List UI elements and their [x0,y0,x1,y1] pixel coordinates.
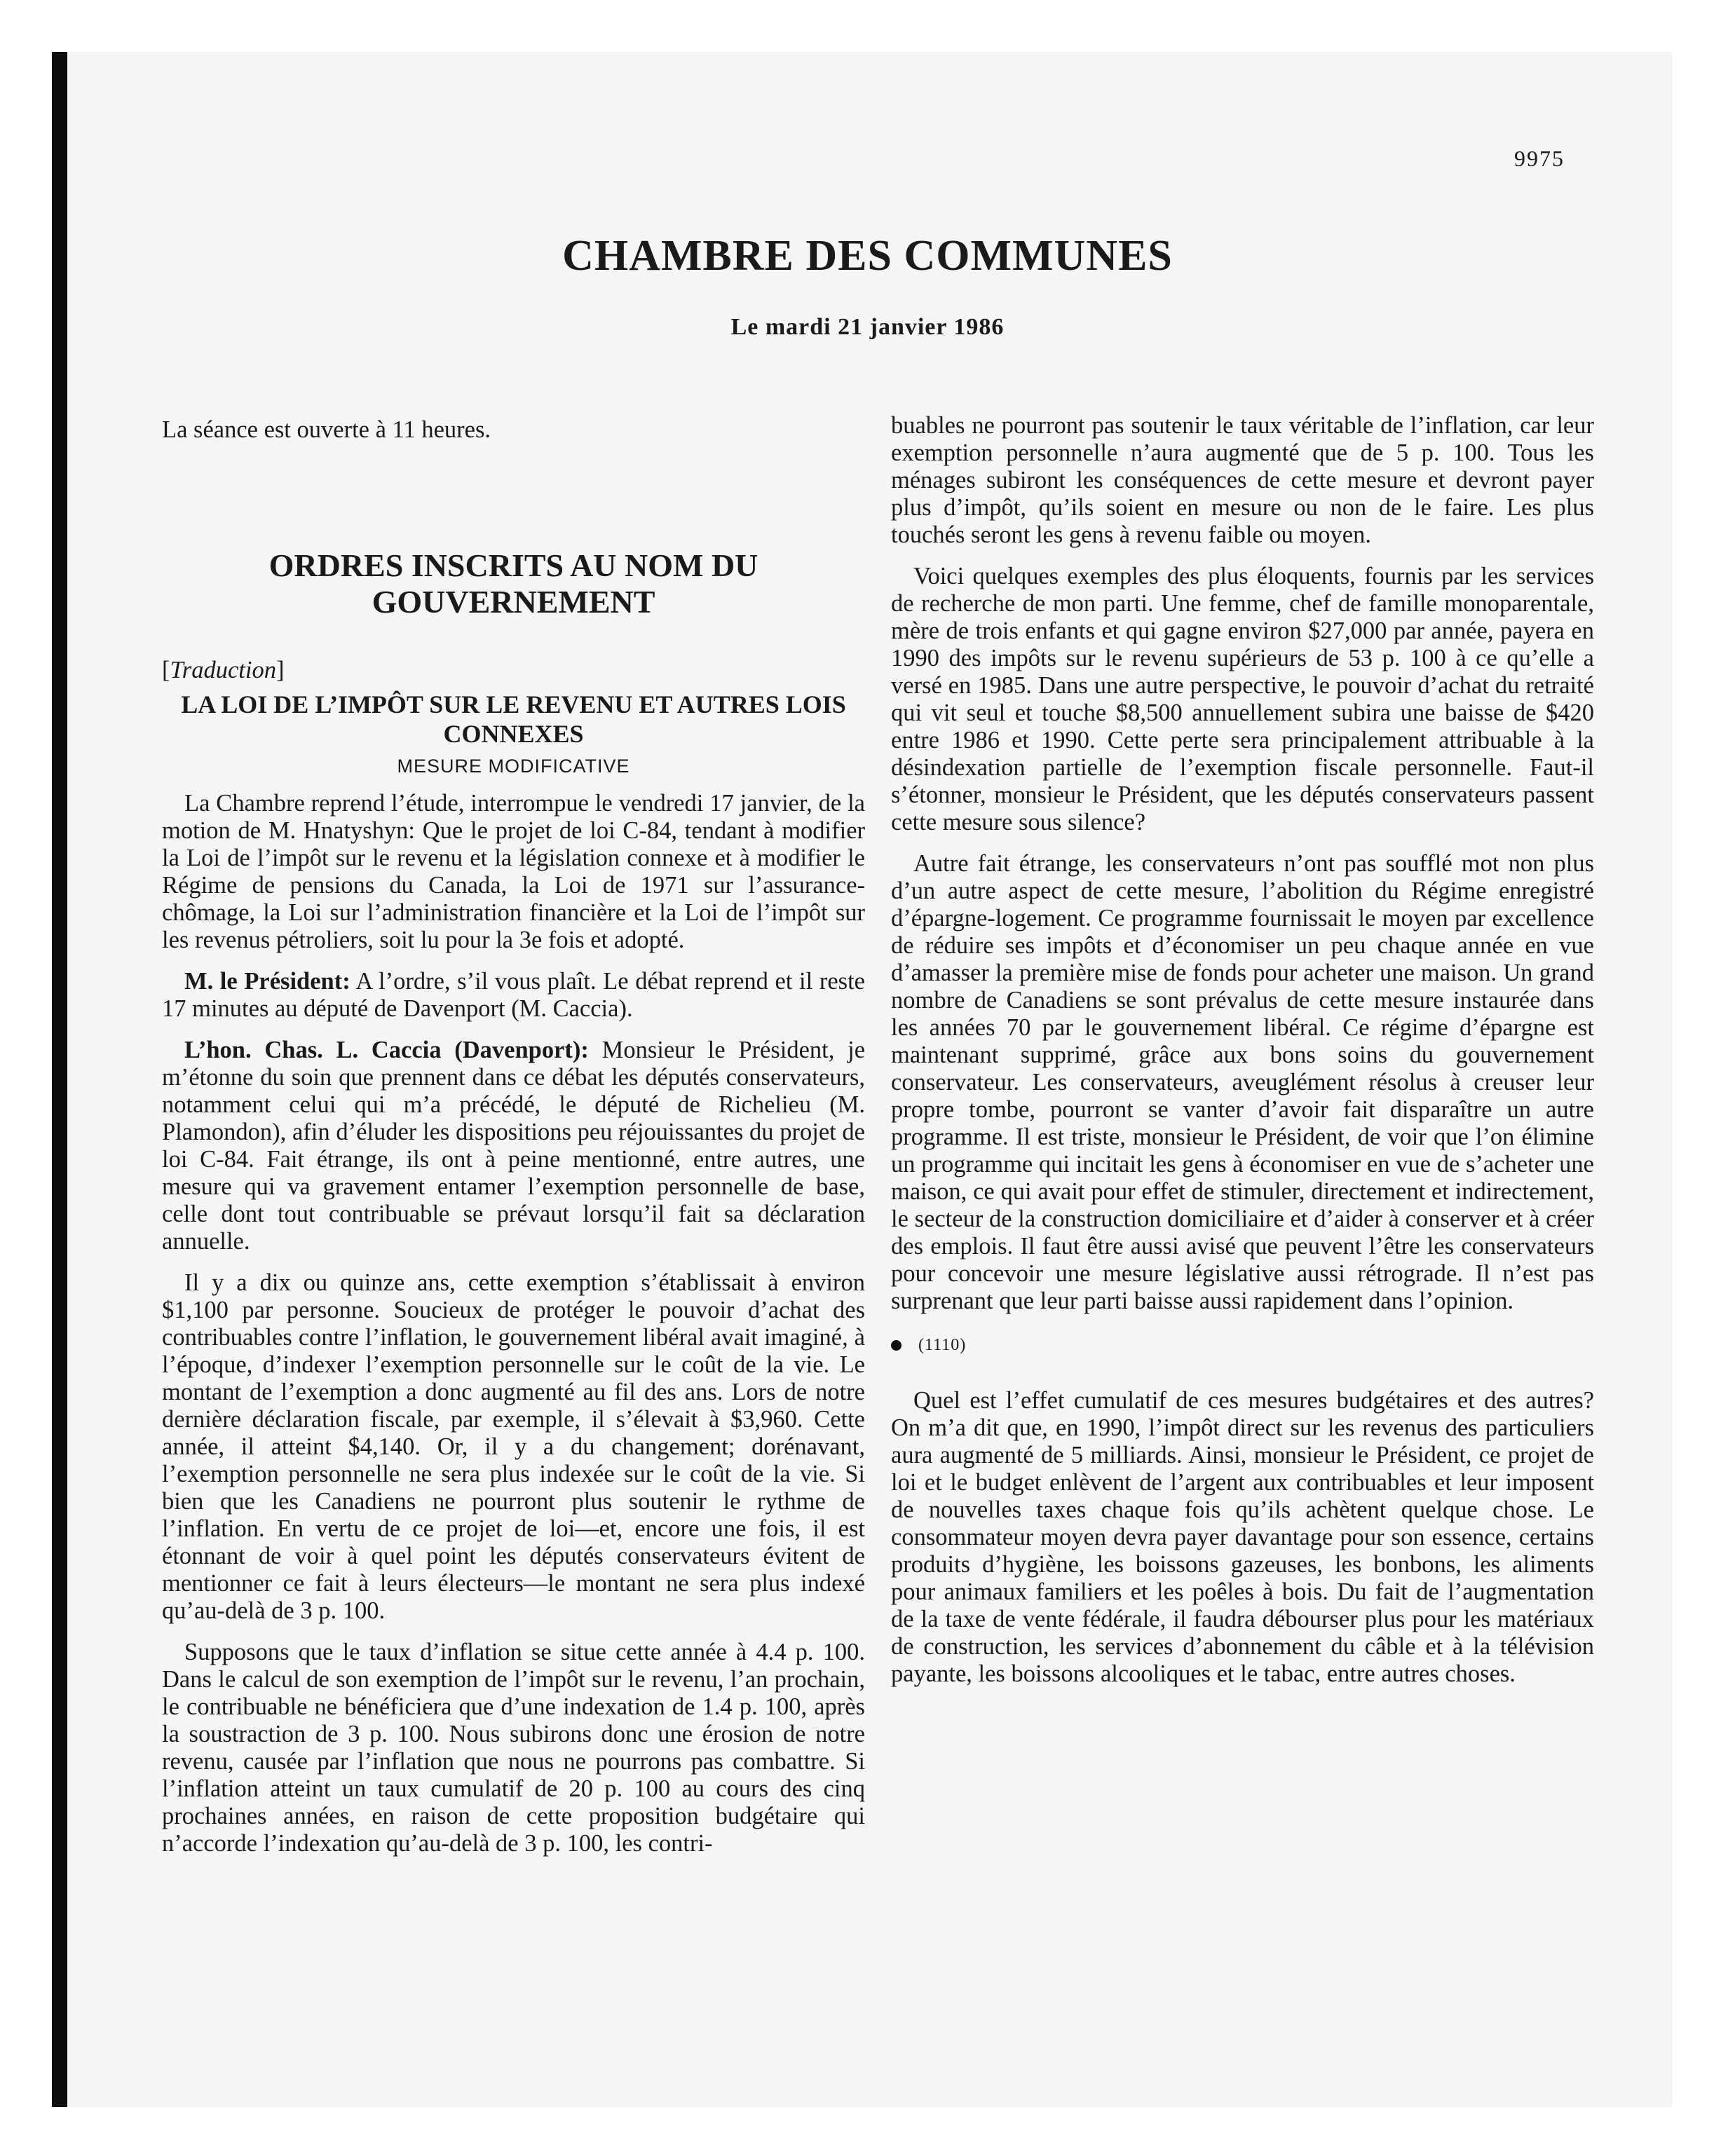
page-title: CHAMBRE DES COMMUNES [562,232,1173,280]
motion-paragraph: La Chambre reprend l’étude, interrompue le vendredi 17 janvier, de la motion de M. Hnatyshyn: Que le projet de loi C-84, tendant à modifier la Loi de l’impôt sur le revenu et la législation connexe et à modifier le Régime de pensions du Canada, la Loi de 1971 sur l’assurance-chômage, la Loi sur l’administration financière et la Loi de l’impôt sur les revenus pétroliers, soit lu pour la 3e fois et adopté. [162,790,865,953]
body-paragraph: Il y a dix ou quinze ans, cette exemption s’établissait à environ $1,100 par personne. Soucieux de protéger le pouvoir d’achat des contribuables contre l’inflation, le gouvernement libéral avait imaginé, à l’époque, d’indexer l’exemption personnelle sur le coût de la vie. Le montant de l’exemption a donc augmenté au fil des ans. Lors de notre dernière déclaration fiscale, par exemple, il s’élevait à $3,960. Cette année, il atteint $4,140. Or, il y a du changement; dorénavant, l’exemption personnelle ne sera plus indexée sur le coût de la vie. Si bien que les Canadiens ne pourront plus soutenir le rythme de l’inflation. En vertu de ce projet de loi—et, encore une fois, il est étonnant de voir à quel point les députés conservateurs évitent de mentionner ce fait à leurs électeurs—le montant ne sera plus indexé qu’au-delà de 3 p. 100. [162,1269,865,1624]
bill-subtitle: MESURE MODIFICATIVE [397,756,630,777]
translation-note-text: Traduction [170,657,276,683]
translation-note: [Traduction] [162,657,285,683]
speaker-name: M. le Président: [184,968,351,995]
time-marker-text: (1110) [918,1336,967,1354]
orders-heading: ORDRES INSCRITS AU NOM DU GOUVERNEMENT [268,547,758,620]
body-paragraph: Voici quelques exemples des plus éloquents, fournis par les services de recherche de mon parti. Une femme, chef de famille monoparentale, mère de trois enfants et qui gagne environ $27,000 par année, payera en 1990 des impôts sur le revenu supérieurs de 53 p. 100 à ce qu’elle a versé en 1985. Dans une autre perspective, le pouvoir d’achat du retraité qui vit seul et touche $8,500 annuellement subira une baisse de $420 entre 1986 et 1990. Cette perte sera principalement attribuable à la désindexation partielle de l’exemption fiscale personnelle. Faut-il s’étonner, monsieur le Président, que les députés conservateurs passent cette mesure sous silence? [891,563,1594,835]
caccia-paragraph [162,1037,865,1255]
body-paragraph: Quel est l’effet cumulatif de ces mesures budgétaires et des autres? On m’a dit que, en 1990, l’impôt direct sur les revenus des particuliers aura augmenté de 5 milliards. Ainsi, monsieur le Président, ce projet de loi et le budget enlèvent de l’argent aux contribuables et leur imposent de nouvelles taxes chaque fois qu’ils achètent quelque chose. Le consommateur moyen devra payer davantage pour son essence, certains produits d’hygiène, les boissons gazeuses, les bonbons, les aliments pour animaux familiers et les poêles à bois. Du fait de l’augmentation de la taxe de vente fédérale, il faudra débourser plus pour les matériaux de construction, les services d’abonnement du câble et à la télévision payante, les boissons alcooliques et le tabac, entre autres choses. [891,1387,1594,1687]
speech-text: Monsieur le Président, je m’étonne du soin que prennent dans ce débat les députés conservateurs, notamment celui qui m’a précédé, le député de Richelieu (M. Plamondon), afin d’éluder les dispositions peu réjouissantes du projet de loi C-84. Fait étrange, ils ont à peine mentionné, entre autres, une mesure qui va gravement entamer l’exemption personnelle de base, celle dont tout contribuable se prévaut lorsqu’il fait sa déclaration annuelle. [162,1037,866,1255]
bill-title: LA LOI DE L’IMPÔT SUR LE REVENU ET AUTRES LOIS CONNEXES [181,690,846,748]
president-paragraph [162,968,865,1023]
body-paragraph: Autre fait étrange, les conservateurs n’ont pas soufflé mot non plus d’un autre aspect de cette mesure, l’abolition du Régime enregistré d’épargne-logement. Ce programme fournissait le moyen par excellence de réduire ses impôts et d’économiser un peu chaque année en vue d’amasser la première mise de fonds pour acheter une maison. Un grand nombre de Canadiens se sont prévalus de cette mesure instaurée dans les années 70 par le gouvernement libéral. Ce régime d’épargne est maintenant supprimé, grâce aux bons soins du gouvernement conservateur. Les conservateurs, aveuglément résolus à creuser leur propre tombe, pourront se vanter d’avoir fait disparaître un autre programme. Il est triste, monsieur le Président, de voir que l’on élimine un programme qui incitait les gens à économiser en vue de s’acheter une maison, ce qui avait pour effet de stimuler, directement et indirectement, le secteur de la construction domiciliaire et d’aider à conserver et à créer des emplois. Il faut être aussi avisé que peuvent l’être les conservateurs pour concevoir une mesure législative aussi rétrograde. Il n’est pas surprenant que leur parti baisse aussi rapidement dans l’opinion. [891,850,1594,1314]
bullet-icon [891,1340,901,1351]
sitting-date: Le mardi 21 janvier 1986 [730,314,1005,340]
page-number: 9975 [1514,146,1565,171]
body-paragraph: Supposons que le taux d’inflation se situe cette année à 4.4 p. 100. Dans le calcul de son exemption de l’impôt sur le revenu, l’an prochain, le contribuable ne bénéficiera que d’une indexation de 1.4 p. 100, après la soustraction de 3 p. 100. Nous subirons donc une érosion de notre revenu, causée par l’inflation que nous ne pourrons pas combattre. Si l’inflation atteint un taux cumulatif de 20 p. 100 au cours des cinq prochaines années, en raison de cette proposition budgétaire qui n’accorde l’indexation qu’au-delà de 3 p. 100, les contri- [162,1639,865,1857]
body-paragraph: buables ne pourront pas soutenir le taux véritable de l’inflation, car leur exemption personnelle n’aura augmenté que de 5 p. 100. Tous les ménages subiront les conséquences de cette mesure et devront payer plus d’impôt, qu’ils soient en mesure ou non de le faire. Les plus touchés seront les gens à revenu faible ou moyen. [891,412,1594,548]
opening-line: La séance est ouverte à 11 heures. [162,416,491,443]
time-marker [891,1332,1594,1359]
scan-edge [52,52,67,2107]
speaker-name: L’hon. Chas. L. Caccia (Davenport): [184,1037,589,1063]
speech-text: A l’ordre, s’il vous plaît. Le débat reprend et il reste 17 minutes au député de Davenport (M. Caccia). [162,968,865,1022]
left-column [162,416,865,1857]
right-column [891,412,1594,1688]
